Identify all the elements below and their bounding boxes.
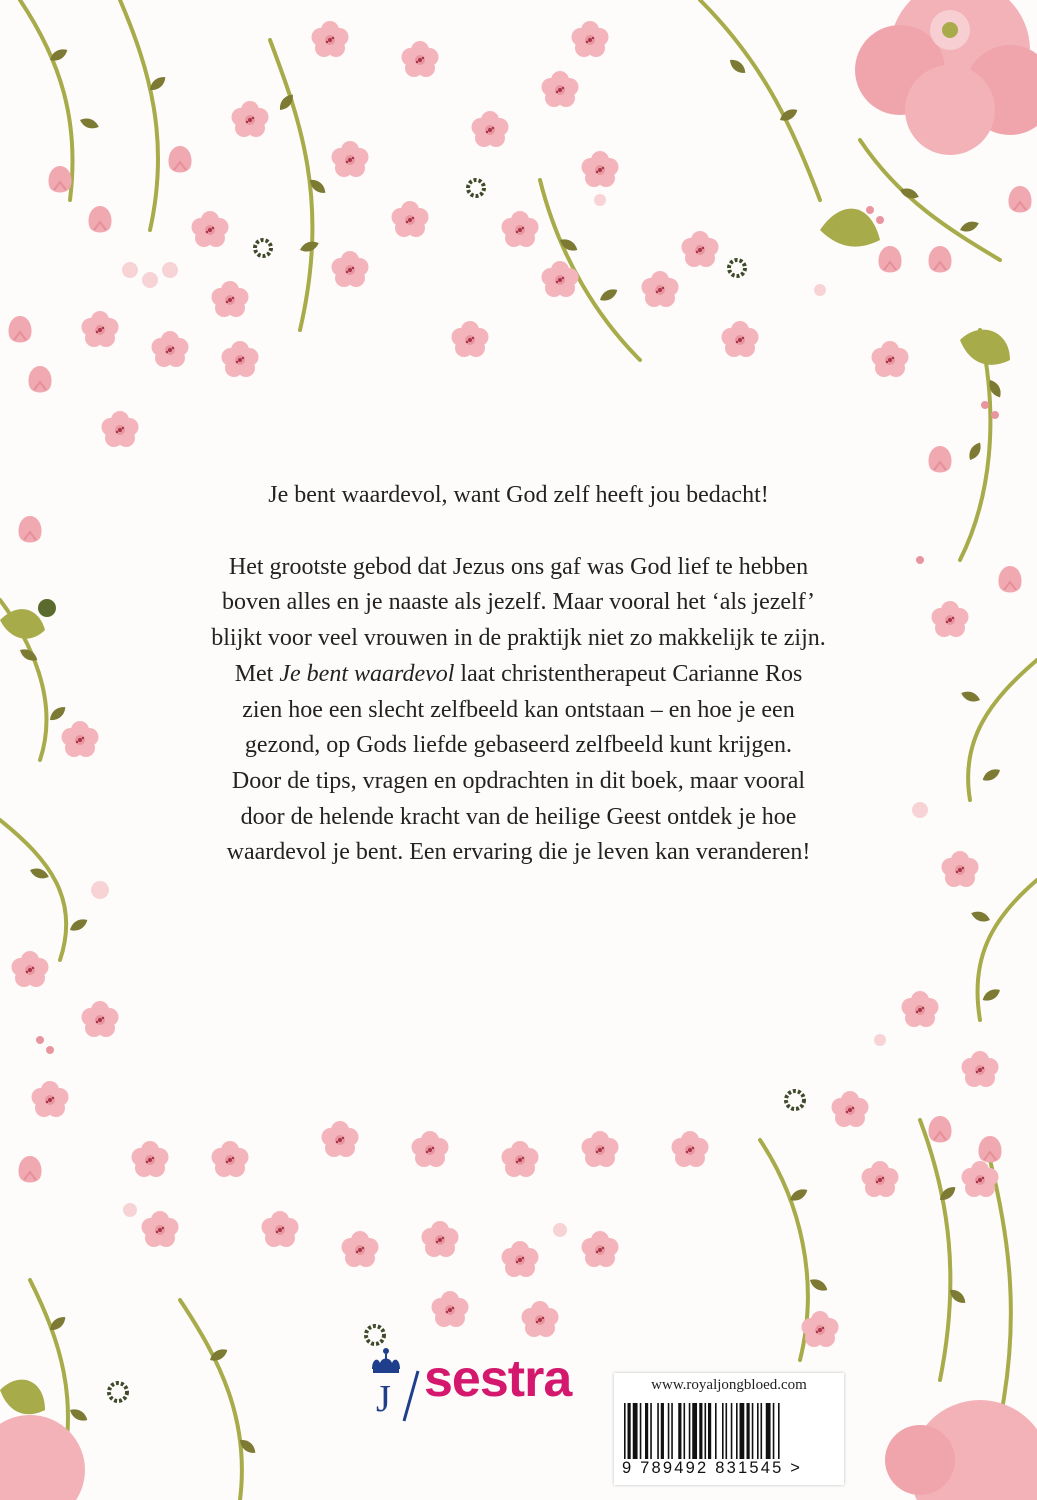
barcode-bar <box>684 1403 686 1459</box>
blurb-line: Door de tips, vragen en opdrachten in dit boek, maar vooral <box>231 767 806 794</box>
barcode-bar <box>640 1403 642 1459</box>
barcode-bar <box>650 1403 652 1459</box>
blurb-line: boven alles en je naaste als jezelf. Maar vooral het ‘als jezelf’ <box>221 589 816 616</box>
isbn-barcode <box>624 1403 834 1459</box>
barcode-bar <box>726 1403 728 1459</box>
book-title-reference: Je bent waardevol <box>279 660 455 687</box>
barcode-bar <box>624 1403 626 1459</box>
barcode-bar <box>736 1403 738 1459</box>
back-cover-blurb <box>160 478 877 871</box>
barcode-bar <box>722 1403 724 1459</box>
barcode-bar <box>778 1403 780 1459</box>
publisher-name: sestra <box>424 1350 572 1408</box>
blurb-line: Het grootste gebod dat Jezus ons gaf was God lief te hebben <box>228 553 809 580</box>
barcode-bar <box>761 1403 763 1459</box>
barcode-bar <box>671 1403 673 1459</box>
publisher-mark: J <box>376 1378 391 1420</box>
barcode-bar <box>645 1403 648 1459</box>
crown-j-icon <box>366 1345 422 1425</box>
barcode-bar <box>766 1403 771 1459</box>
barcode-bar <box>705 1403 707 1459</box>
barcode-bar <box>715 1403 717 1459</box>
barcode-bar <box>731 1403 733 1459</box>
barcode-bar <box>757 1403 759 1459</box>
barcode-bar <box>740 1403 745 1459</box>
barcode-bar <box>699 1403 702 1459</box>
publisher-url: www.royaljongbloed.com <box>651 1377 807 1393</box>
blurb-line-with-title <box>160 657 877 693</box>
barcode-bar <box>752 1403 754 1459</box>
barcode-bar <box>668 1403 670 1459</box>
isbn-number: 9 789492 831545 > <box>622 1459 803 1477</box>
blurb-line: zien hoe een slecht zelfbeeld kan ontstaan – en hoe je een <box>242 696 795 723</box>
barcode-bar <box>661 1403 664 1459</box>
barcode-panel <box>614 1373 844 1485</box>
barcode-bar <box>678 1403 681 1459</box>
barcode-bar <box>633 1403 638 1459</box>
publisher-logo <box>366 1345 596 1425</box>
barcode-bar <box>628 1403 631 1459</box>
blurb-line: waardevol je bent. Een ervaring die je leven kan veranderen! <box>226 839 811 866</box>
barcode-bar <box>708 1403 711 1459</box>
blurb-tagline: Je bent waardevol, want God zelf heeft jou bedacht! <box>268 482 769 508</box>
barcode-bar <box>747 1403 750 1459</box>
barcode-bar <box>689 1403 691 1459</box>
blurb-line: door de helende kracht van de heilige Geest ontdek je hoe <box>240 803 797 830</box>
blurb-line-prefix: Met <box>234 660 280 687</box>
blurb-line-suffix: laat christentherapeut Carianne Ros <box>454 660 803 687</box>
barcode-bar <box>773 1403 775 1459</box>
blurb-line: gezond, op Gods liefde gebaseerd zelfbeeld kunt krijgen. <box>244 732 793 759</box>
barcode-bar <box>657 1403 659 1459</box>
barcode-bar <box>692 1403 697 1459</box>
blurb-line: blijkt voor veel vrouwen in de praktijk niet zo makkelijk te zijn. <box>211 625 826 652</box>
